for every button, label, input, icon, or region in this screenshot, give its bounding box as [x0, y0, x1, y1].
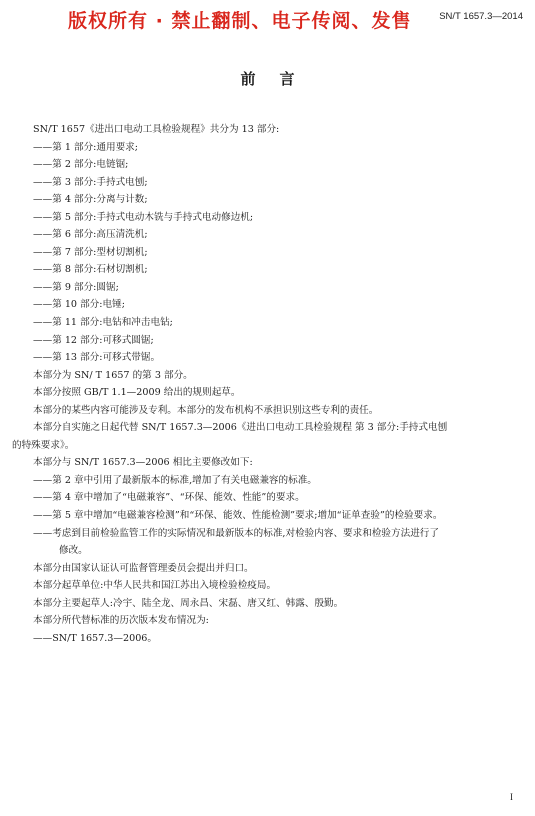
standard-number: SN/T 1657.3—2014 [439, 11, 523, 22]
list-item: ——第 1 部分:通用要求; [33, 141, 139, 153]
list-item: ——SN/T 1657.3—2006。 [33, 632, 158, 644]
list-item: ——第 12 部分:可移式圆锯; [33, 334, 154, 346]
list-item: ——第 13 部分:可移式带锯。 [33, 352, 161, 364]
paragraph: SN/T 1657《进出口电动工具检验规程》共分为 13 部分: [33, 124, 280, 135]
list-item: ——第 6 部分:高压清洗机; [33, 229, 148, 241]
paragraph: 本部分由国家认证认可监督管理委员会提出并归口。 [33, 562, 254, 574]
list-item: ——第 5 章中增加“电磁兼容检测”和“环保、能效、性能检测”要求;增加“证单查验”的检验要求。 [33, 510, 443, 522]
paragraph: 本部分按照 GB/T 1.1—2009 给出的规则起草。 [33, 387, 241, 399]
paragraph: 本部分主要起草人:冷宇、陆全龙、周永昌、宋磊、唐又红、韩露、殷勤。 [33, 597, 344, 609]
list-item: ——第 9 部分:圆锯; [33, 281, 119, 293]
page-title: 前言 [240, 70, 319, 88]
copyright-watermark: 版权所有 · 禁止翻制、电子传阅、发售 [68, 10, 412, 32]
list-item: ——第 3 部分:手持式电刨; [33, 176, 148, 188]
list-item: ——第 4 部分:分离与计数; [33, 194, 148, 206]
page-number: I [510, 792, 513, 802]
paragraph: 本部分为 SN/ T 1657 的第 3 部分。 [33, 369, 193, 381]
list-item: ——第 7 部分:型材切割机; [33, 246, 148, 258]
list-item: ——第 11 部分:电钻和冲击电钻; [33, 317, 173, 329]
paragraph: 本部分与 SN/T 1657.3—2006 相比主要修改如下: [33, 457, 253, 469]
paragraph: 本部分所代替标准的历次版本发布情况为: [33, 615, 209, 627]
foreword-body [12, 121, 523, 647]
paragraph: 本部分起草单位:中华人民共和国江苏出入境检验检疫局。 [33, 580, 277, 592]
list-item: ——第 4 章中增加了“电磁兼容”、“环保、能效、性能”的要求。 [33, 492, 305, 504]
paragraph: 本部分的某些内容可能涉及专利。本部分的发布机构不承担识别这些专利的责任。 [33, 404, 379, 416]
paragraph: 修改。 [59, 545, 88, 557]
paragraph: 本部分自实施之日起代替 SN/T 1657.3—2006《进出口电动工具检验规程 第 3 部分:手持式电刨 [33, 422, 448, 434]
list-item: ——第 5 部分:手持式电动木铣与手持式电动修边机; [33, 211, 254, 223]
list-item: ——第 8 部分:石材切割机; [33, 264, 148, 276]
list-item: ——第 10 部分:电锤; [33, 299, 125, 311]
list-item: ——第 2 章中引用了最新版本的标准,增加了有关电磁兼容的标准。 [33, 474, 317, 486]
paragraph: 的特殊要求》。 [12, 439, 75, 451]
list-item: ——考虑到目前检验监管工作的实际情况和最新版本的标准,对检验内容、要求和检验方法进行了 [33, 527, 439, 539]
list-item: ——第 2 部分:电链锯; [33, 159, 129, 171]
